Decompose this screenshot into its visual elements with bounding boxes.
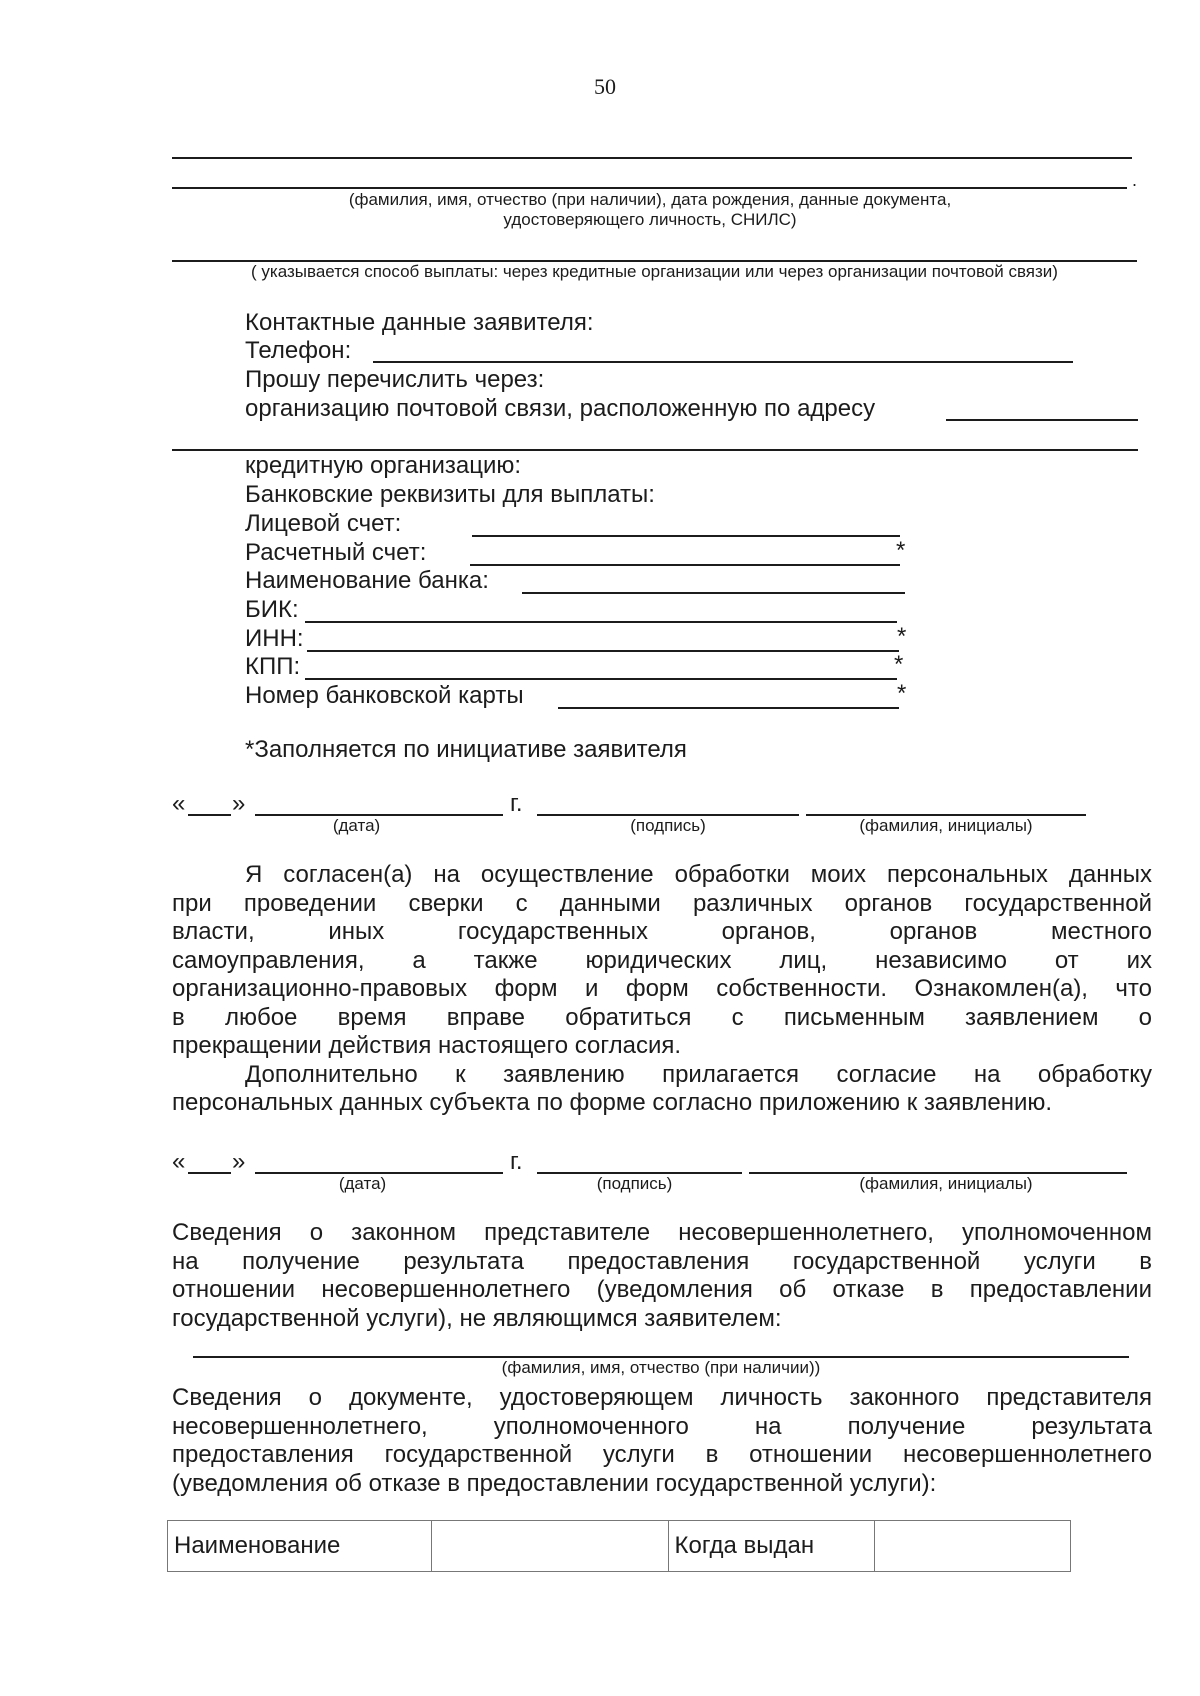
applicant-fill-line-2[interactable]: [172, 187, 1127, 189]
post-address-fill-line[interactable]: [946, 419, 1138, 421]
applicant-fill-line-1[interactable]: [172, 157, 1132, 159]
personal-account-fill-line[interactable]: [472, 535, 900, 537]
table-row: [168, 1521, 1071, 1572]
name-caption-2: (фамилия, инициалы): [859, 1174, 1033, 1193]
applicant-line-dot: .: [1132, 170, 1138, 190]
kpp-asterisk: *: [894, 651, 904, 678]
document-issued-cell[interactable]: [874, 1521, 1070, 1572]
inn-label: ИНН:: [245, 625, 304, 652]
personal-account-label: Лицевой счет:: [245, 510, 402, 537]
kpp-label: КПП:: [245, 653, 301, 680]
payout-method-caption: ( указывается способ выплаты: через кредитные организации или через организации почтовой связи): [251, 262, 1058, 281]
date-quote-open-2: «: [172, 1148, 186, 1175]
date-caption-2: (дата): [338, 1174, 387, 1193]
phone-fill-line[interactable]: [373, 361, 1073, 363]
document-name-cell[interactable]: [432, 1521, 668, 1572]
document-line: несовершеннолетнего, уполномоченного на получение результата: [172, 1412, 1152, 1440]
date-caption: (дата): [332, 816, 381, 835]
consent-line: в любое время вправе обратиться с письменным заявлением о: [172, 1003, 1152, 1031]
document-name-label: Наименование: [168, 1521, 432, 1572]
date-quote-close-2: »: [232, 1148, 246, 1175]
date-quote-close: »: [232, 790, 246, 817]
consent-line: власти, иных государственных органов, органов местного: [172, 918, 1152, 945]
date-quote-open: «: [172, 790, 186, 817]
consent-paragraph: [172, 861, 1152, 1118]
transfer-label: Прошу перечислить через:: [245, 366, 545, 393]
inn-fill-line[interactable]: [307, 650, 899, 652]
bank-details-title: Банковские реквизиты для выплаты:: [245, 481, 655, 508]
identity-document-table: [167, 1520, 1071, 1572]
card-number-label: Номер банковской карты: [245, 682, 524, 709]
document-line: предоставления государственной услуги в отношении несовершеннолетнего: [172, 1441, 1152, 1468]
representative-line: государственной услуги), не являющимся заявителем:: [172, 1304, 782, 1332]
bik-label: БИК:: [245, 596, 299, 623]
bank-name-fill-line[interactable]: [522, 592, 905, 594]
document-issued-label: Когда выдан: [668, 1521, 874, 1572]
applicant-caption: (фамилия, имя, отчество (при наличии), дата рождения, данные документа, удостоверяющего личность, СНИЛС): [348, 190, 952, 229]
representative-caption: (фамилия, имя, отчество (при наличии)): [501, 1358, 821, 1377]
bank-name-label: Наименование банка:: [245, 567, 489, 594]
kpp-fill-line[interactable]: [305, 678, 897, 680]
bik-fill-line[interactable]: [305, 621, 897, 623]
consent-line: прекращении действия настоящего согласия.: [172, 1032, 682, 1059]
representative-line: отношении несовершеннолетнего (уведомления об отказе в предоставлении: [172, 1276, 1152, 1303]
post-address-fill-line-2[interactable]: [172, 449, 1138, 451]
footnote: *Заполняется по инициативе заявителя: [245, 736, 687, 763]
inn-asterisk: *: [897, 623, 907, 650]
consent-line: при проведении сверки с данными различных органов государственной: [172, 889, 1152, 917]
card-number-fill-line[interactable]: [558, 707, 899, 709]
bank-label: кредитную организацию:: [245, 452, 522, 479]
consent-line: организационно-правовых форм и форм собственности. Ознакомлен(а), что: [172, 975, 1152, 1002]
year-suffix: г.: [510, 790, 523, 817]
year-suffix-2: г.: [510, 1148, 523, 1175]
page-number: 50: [594, 74, 616, 99]
signature-caption: (подпись): [630, 816, 706, 835]
additional-line: Дополнительно к заявлению прилагается согласие на обработку: [245, 1060, 1152, 1088]
settlement-account-label: Расчетный счет:: [245, 539, 427, 566]
name-caption: (фамилия, инициалы): [859, 816, 1033, 835]
day-fill-line-2[interactable]: [188, 1172, 231, 1174]
signature-caption-2: (подпись): [596, 1174, 673, 1193]
post-label: организацию почтовой связи, расположенную по адресу: [245, 395, 876, 422]
representative-paragraph: [172, 1219, 1152, 1333]
representative-line: на получение результата предоставления государственной услуги в: [172, 1247, 1152, 1275]
consent-line: Я согласен(а) на осуществление обработки моих персональных данных: [245, 861, 1152, 888]
representative-line: Сведения о законном представителе несовершеннолетнего, уполномоченном: [172, 1219, 1152, 1246]
settlement-account-fill-line[interactable]: [470, 564, 900, 566]
document-line: Сведения о документе, удостоверяющем личность законного представителя: [172, 1384, 1152, 1411]
phone-label: Телефон:: [245, 337, 352, 364]
contact-title: Контактные данные заявителя:: [245, 309, 594, 336]
consent-line: самоуправления, а также юридических лиц, независимо от их: [172, 946, 1152, 974]
settlement-account-asterisk: *: [896, 537, 906, 564]
document-paragraph: [172, 1384, 1152, 1498]
day-fill-line[interactable]: [188, 814, 231, 816]
card-number-asterisk: *: [897, 680, 907, 707]
document-line: (уведомления об отказе в предоставлении государственной услуги):: [172, 1469, 937, 1497]
additional-line: персональных данных субъекта по форме согласно приложению к заявлению.: [172, 1089, 1053, 1116]
